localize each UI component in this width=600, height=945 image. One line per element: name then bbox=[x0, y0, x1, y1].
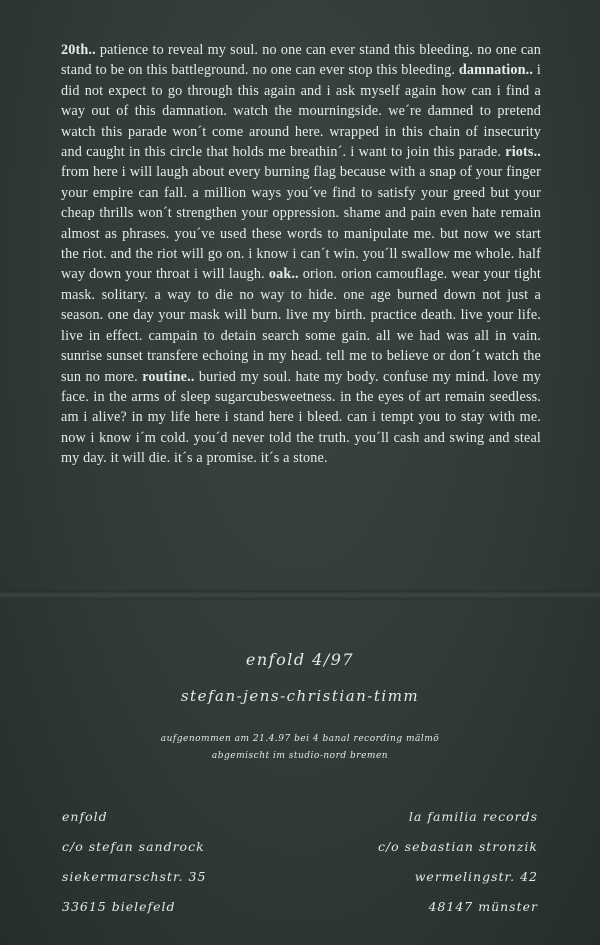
fold-crease bbox=[0, 590, 600, 600]
lyrics-paragraph bbox=[61, 40, 541, 469]
lyrics-text: i did not expect to go through this again and i ask myself again how can i find a way out of this damnation. watch the mourningside. we´re damned to pretend watch this parade won´t come around here. wrapped in this chain of insecurity and caught in this circle that holds me breathin´. i want to join this parade. bbox=[61, 62, 541, 161]
song-title: damnation.. bbox=[458, 62, 534, 79]
address-line: enfold bbox=[62, 809, 108, 824]
address-line: wermelingstr. 42 bbox=[414, 869, 538, 884]
lyrics-block bbox=[61, 40, 541, 469]
song-title: routine.. bbox=[142, 368, 195, 385]
band-members: stefan-jens-christian-timm bbox=[180, 687, 420, 705]
band-address bbox=[62, 802, 206, 922]
recorded-note: aufgenommen am 21.4.97 bei 4 banal recording mälmö bbox=[160, 734, 440, 744]
lyrics-text: from here i will laugh about every burning flag because with a snap of your finger your empire can fall. a million ways you´ve find to satisfy your greed but your cheap thrills won´t strengthen your oppression. shame and pain even hate remain almost as phrases. you´ve used these words to manipulate me. but now we start the riot. and the riot will go on. i know i can´t win. you´ll swallow me whole. half way down your throat i will laugh. bbox=[61, 164, 541, 283]
song-title: 20th.. bbox=[61, 42, 96, 58]
label-address bbox=[378, 802, 538, 922]
mixed-note: abgemischt im studio-nord bremen bbox=[211, 751, 389, 761]
song-title: riots.. bbox=[505, 144, 541, 161]
address-line: c/o stefan sandrock bbox=[62, 839, 205, 854]
address-line: siekermarschstr. 35 bbox=[62, 869, 207, 884]
lyrics-text: buried my soul. hate my body. confuse my mind. love my face. in the arms of sleep sugarcubesweetness. in the eyes of art remain seedless. am i alive? in my life here i stand here i bleed. can i tempt you to stay with me. now i know i´m cold. you´d never told the truth. you´ll cash and swing and steal my day. it will die. it´s a promise. it´s a stone. bbox=[61, 368, 541, 467]
lyrics-text: orion. orion camouflage. wear your tight mask. solitary. a way to die no way to hide. one age burned down not just a season. one day your mask will burn. live my birth. practice death. live your life. live in effect. campain to detain search some gain. all we had was all in vain. sunrise sunset transfere echoing in my head. tell me to believe or don´t watch the sun no more. bbox=[61, 266, 541, 385]
release-title: enfold 4/97 bbox=[245, 650, 355, 669]
song-title: oak.. bbox=[268, 266, 299, 283]
lyrics-text: patience to reveal my soul. no one can ever stand this bleeding. no one can stand to be on this battleground. no one can ever stop this bleeding. bbox=[61, 42, 541, 79]
recording-notes bbox=[0, 731, 600, 765]
address-line: 48147 münster bbox=[428, 899, 538, 914]
credits-block bbox=[0, 650, 600, 765]
address-line: c/o sebastian stronzik bbox=[377, 839, 538, 854]
address-line: 33615 bielefeld bbox=[62, 899, 176, 914]
address-line: la familia records bbox=[408, 809, 538, 824]
